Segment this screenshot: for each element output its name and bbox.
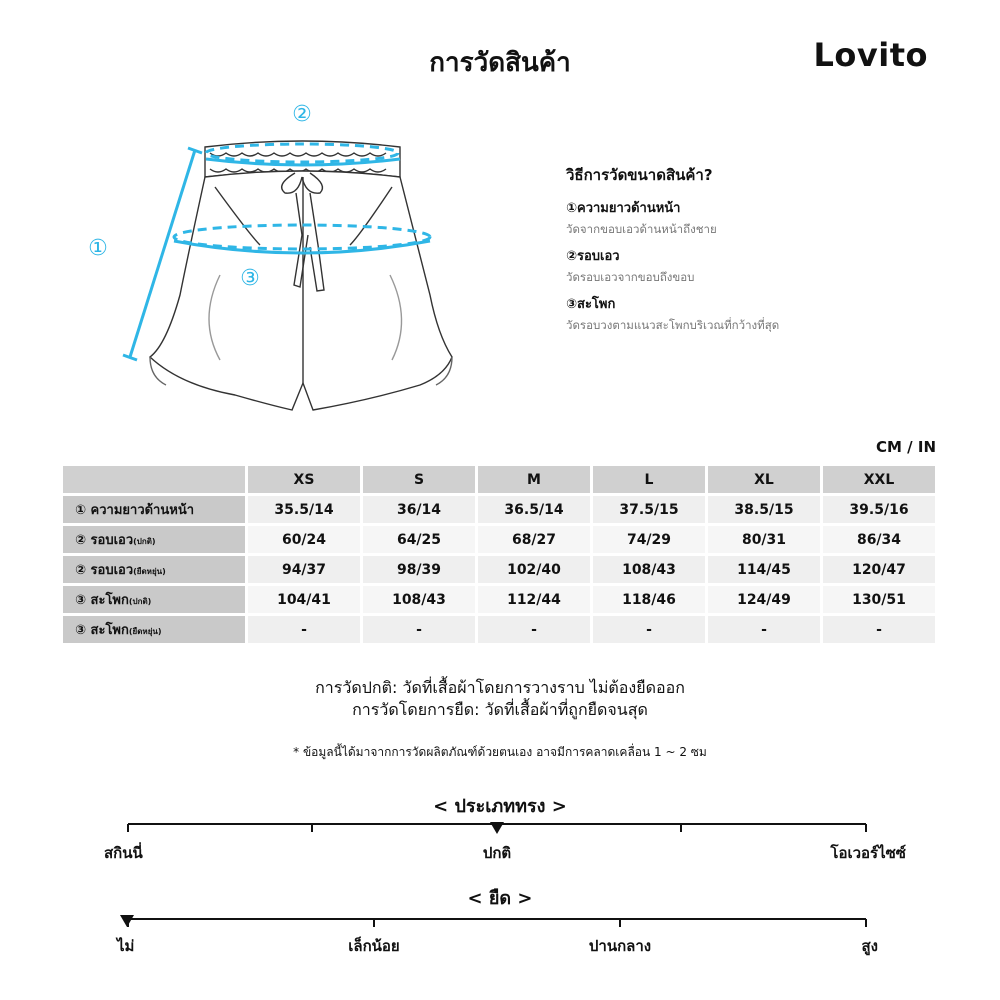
size-header: XS bbox=[248, 466, 360, 493]
table-cell: 36.5/14 bbox=[478, 496, 590, 523]
fit-scale-bar bbox=[0, 815, 1000, 835]
table-cell: 60/24 bbox=[248, 526, 360, 553]
table-cell: 38.5/15 bbox=[708, 496, 820, 523]
stretch-selected-marker bbox=[120, 915, 134, 927]
row-label-text: ③ สะโพก bbox=[75, 623, 129, 638]
table-cell: - bbox=[478, 616, 590, 643]
table-cell: - bbox=[708, 616, 820, 643]
row-label-text: ① ความยาวด้านหน้า bbox=[75, 503, 194, 518]
howto-item-desc: วัดรอบวงตามแนวสะโพกบริเวณที่กว้างที่สุด bbox=[566, 318, 780, 332]
table-cell: 108/43 bbox=[363, 586, 475, 613]
row-label-sub: (ยืดหยุ่น) bbox=[133, 567, 166, 576]
table-cell: 64/25 bbox=[363, 526, 475, 553]
shorts-illustration bbox=[70, 95, 470, 425]
table-row bbox=[63, 526, 935, 553]
size-header: M bbox=[478, 466, 590, 493]
table-cell: 114/45 bbox=[708, 556, 820, 583]
row-label-sub: (ยืดหยุ่น) bbox=[128, 627, 162, 636]
row-label-sub: (ปกติ) bbox=[133, 537, 156, 546]
table-cell: 39.5/16 bbox=[823, 496, 935, 523]
table-cell: 74/29 bbox=[593, 526, 705, 553]
table-row bbox=[63, 556, 935, 583]
stretch-label-medium: ปานกลาง bbox=[588, 937, 652, 955]
table-cell: - bbox=[593, 616, 705, 643]
stretch-label-high: สูง bbox=[861, 937, 878, 955]
table-cell: 36/14 bbox=[363, 496, 475, 523]
stretch-label-none: ไม่ bbox=[117, 937, 135, 955]
row-label bbox=[63, 526, 245, 553]
note-stretched: การวัดโดยการยืด: วัดที่เสื้อผ้าที่ถูกยืดจนสุด bbox=[352, 700, 648, 719]
howto-item-title: ③สะโพก bbox=[566, 297, 616, 312]
fit-scale-title: < ประเภททรง > bbox=[433, 796, 567, 817]
size-header: XXL bbox=[823, 466, 935, 493]
table-cell: 94/37 bbox=[248, 556, 360, 583]
table-row bbox=[63, 586, 935, 613]
table-row bbox=[63, 496, 935, 523]
fit-label-skinny: สกินนี่ bbox=[104, 844, 143, 862]
table-cell: 120/47 bbox=[823, 556, 935, 583]
size-header: L bbox=[593, 466, 705, 493]
marker-1: ① bbox=[88, 236, 108, 261]
disclaimer: * ข้อมูลนี้ได้มาจากการวัดผลิตภัณฑ์ด้วยตนเอง อาจมีการคลาดเคลื่อน 1 ~ 2 ซม bbox=[293, 745, 707, 759]
table-cell: 102/40 bbox=[478, 556, 590, 583]
marker-3: ③ bbox=[240, 266, 260, 291]
table-cell: 86/34 bbox=[823, 526, 935, 553]
howto-item-desc: วัดรอบเอวจากขอบถึงขอบ bbox=[566, 270, 695, 284]
howto-item-title: ①ความยาวด้านหน้า bbox=[566, 201, 681, 216]
size-chart-table bbox=[60, 463, 938, 646]
table-cell: 80/31 bbox=[708, 526, 820, 553]
size-header: XL bbox=[708, 466, 820, 493]
stretch-scale-bar bbox=[0, 907, 1000, 929]
row-label-text: ③ สะโพก bbox=[75, 593, 129, 608]
table-cell: - bbox=[823, 616, 935, 643]
row-label-text: ② รอบเอว bbox=[75, 563, 134, 578]
table-cell: 124/49 bbox=[708, 586, 820, 613]
table-cell: 35.5/14 bbox=[248, 496, 360, 523]
note-normal: การวัดปกติ: วัดที่เสื้อผ้าโดยการวางราบ ไม่ต้องยืดออก bbox=[315, 678, 685, 697]
row-label bbox=[63, 496, 245, 523]
how-to-measure bbox=[566, 163, 926, 341]
howto-item-title: ②รอบเอว bbox=[566, 249, 620, 264]
table-cell: - bbox=[363, 616, 475, 643]
stretch-label-slight: เล็กน้อย bbox=[348, 937, 400, 955]
fit-label-regular: ปกติ bbox=[482, 844, 512, 862]
table-cell: 108/43 bbox=[593, 556, 705, 583]
table-cell: - bbox=[248, 616, 360, 643]
table-header-row bbox=[63, 466, 935, 493]
row-label bbox=[63, 616, 245, 643]
how-to-heading: วิธีการวัดขนาดสินค้า? bbox=[566, 166, 713, 184]
row-label-text: ② รอบเอว bbox=[75, 533, 134, 548]
table-cell: 104/41 bbox=[248, 586, 360, 613]
howto-item-desc: วัดจากขอบเอวด้านหน้าถึงชาย bbox=[566, 222, 717, 236]
row-label bbox=[63, 586, 245, 613]
table-cell: 68/27 bbox=[478, 526, 590, 553]
measurement-notes bbox=[0, 677, 1000, 721]
table-cell: 112/44 bbox=[478, 586, 590, 613]
row-label bbox=[63, 556, 245, 583]
brand-logo: Lovito bbox=[813, 36, 928, 74]
table-row bbox=[63, 616, 935, 643]
table-cell: 37.5/15 bbox=[593, 496, 705, 523]
page-title: การวัดสินค้า bbox=[429, 48, 571, 78]
table-corner bbox=[63, 466, 245, 493]
stretch-scale-title: < ยืด > bbox=[467, 888, 533, 909]
table-cell: 98/39 bbox=[363, 556, 475, 583]
table-cell: 118/46 bbox=[593, 586, 705, 613]
fit-selected-marker bbox=[490, 822, 504, 834]
size-header: S bbox=[363, 466, 475, 493]
unit-label: CM / IN bbox=[876, 438, 936, 456]
table-cell: 130/51 bbox=[823, 586, 935, 613]
row-label-sub: (ปกติ) bbox=[128, 597, 152, 606]
fit-label-oversize: โอเวอร์ไซซ์ bbox=[830, 844, 906, 862]
marker-2: ② bbox=[292, 102, 312, 127]
shorts-outline bbox=[150, 141, 452, 410]
